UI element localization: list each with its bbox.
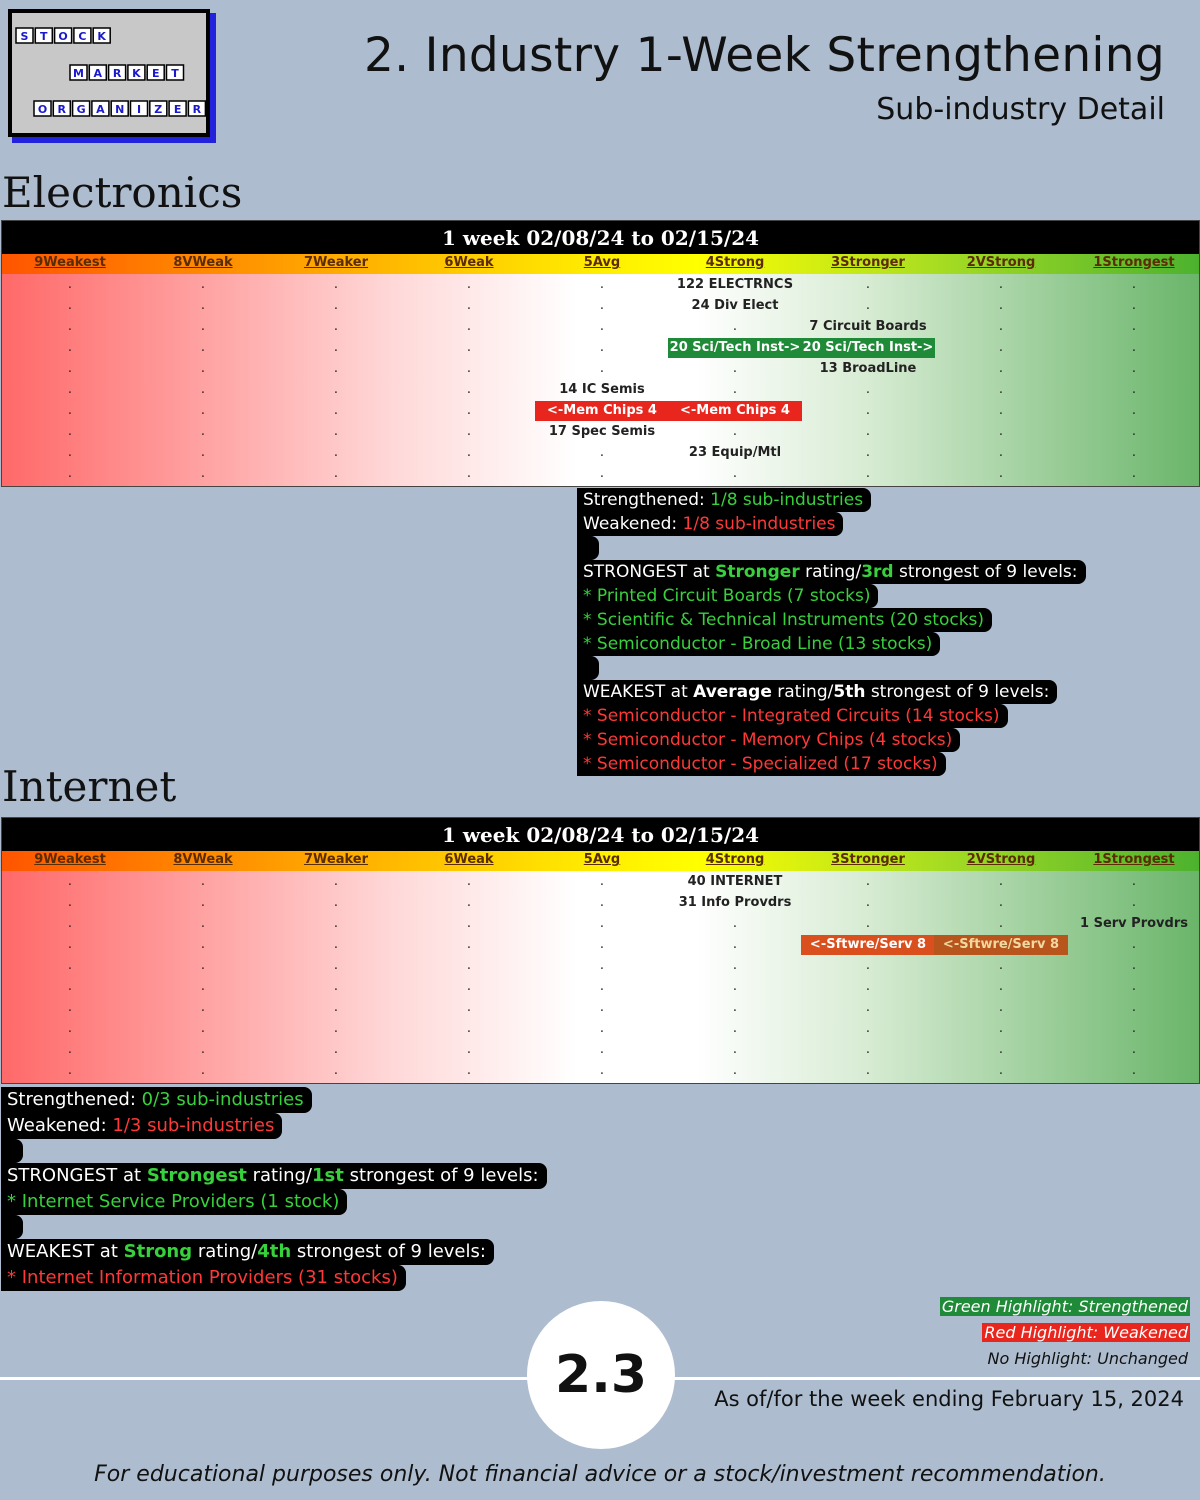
grid-empty-cell: . [998,916,1004,931]
grid-subindustry-cell: <-Mem Chips 4 [668,401,802,421]
grid-empty-cell: . [1131,424,1137,439]
grid-empty-cell: . [1131,958,1137,973]
logo-letter: R [112,67,122,80]
grid-empty-cell: . [333,403,339,418]
grid-empty-cell: . [200,1042,206,1057]
grid-empty-cell: . [333,1000,339,1015]
grid-empty-cell: . [67,1000,73,1015]
level-label: 6Weak [444,852,494,867]
weakest-item: * Internet Information Providers (31 stocks) [1,1265,406,1291]
grid-subindustry-cell: 20 Sci/Tech Inst-> [668,338,802,358]
strongest-item: * Scientific & Technical Instruments (20 stocks) [577,608,992,632]
grid-empty-cell: . [865,298,871,313]
grid-empty-cell: . [333,298,339,313]
grid-empty-cell: . [466,445,472,460]
weakest-item: * Semiconductor - Integrated Circuits (14 stocks) [577,704,1008,728]
logo-letter: E [151,67,160,80]
grid-empty-cell: . [1131,466,1137,481]
level-header-row [2,851,1199,871]
grid-empty-cell: . [599,466,605,481]
grid-empty-cell: . [333,979,339,994]
grid-subindustry-cell: 122 ELECTRNCS [676,277,794,292]
grid-empty-cell: . [1131,895,1137,910]
grid-empty-cell: . [333,466,339,481]
grid-empty-cell: . [466,1042,472,1057]
grid-empty-cell: . [998,958,1004,973]
grid-empty-cell: . [599,319,605,334]
level-header-row [2,254,1199,274]
grid-empty-cell: . [1131,1021,1137,1036]
grid-empty-cell: . [1131,1000,1137,1015]
strengthened-count: Strengthened: 0/3 sub-industries [1,1087,312,1113]
grid-empty-cell: . [599,874,605,889]
grid-empty-cell: . [67,958,73,973]
grid-empty-cell: . [1131,445,1137,460]
grid-empty-cell: . [599,361,605,376]
weakened-count: Weakened: 1/8 sub-industries [577,512,843,536]
grid-empty-cell: . [998,298,1004,313]
grid-empty-cell: . [865,382,871,397]
grid-subindustry-cell: <-Sftwre/Serv 8 [801,935,935,955]
stats-spacer [577,536,599,560]
grid-empty-cell: . [333,874,339,889]
grid-empty-cell: . [333,1042,339,1057]
internet-rating-grid [1,817,1200,1084]
grid-empty-cell: . [732,979,738,994]
grid-empty-cell: . [599,979,605,994]
grid-empty-cell: . [1131,874,1137,889]
grid-subindustry-cell: <-Sftwre/Serv 8 [934,935,1068,955]
grid-empty-cell: . [599,298,605,313]
grid-empty-cell: . [200,319,206,334]
grid-empty-cell: . [466,403,472,418]
grid-empty-cell: . [732,382,738,397]
grid-empty-cell: . [998,403,1004,418]
strongest-heading: STRONGEST at Stronger rating/3rd strongest of 9 levels: [577,560,1086,584]
electronics-rating-grid [1,220,1200,487]
grid-empty-cell: . [865,403,871,418]
stats-spacer [1,1139,23,1163]
grid-empty-cell: . [200,424,206,439]
grid-empty-cell: . [865,445,871,460]
grid-empty-cell: . [998,895,1004,910]
grid-subindustry-cell: 7 Circuit Boards [809,319,927,334]
page-subtitle: Sub-industry Detail [876,92,1165,127]
grid-empty-cell: . [998,979,1004,994]
level-label: 9Weakest [34,852,106,867]
grid-empty-cell: . [200,298,206,313]
logo-letter: N [115,103,125,116]
grid-empty-cell: . [200,466,206,481]
grid-empty-cell: . [1131,361,1137,376]
logo-letter: T [40,30,48,43]
grid-empty-cell: . [200,958,206,973]
grid-empty-cell: . [599,958,605,973]
grid-empty-cell: . [67,298,73,313]
grid-empty-cell: . [466,979,472,994]
grid-empty-cell: . [466,424,472,439]
stats-spacer [577,656,599,680]
grid-empty-cell: . [599,1063,605,1078]
grid-empty-cell: . [1131,277,1137,292]
grid-empty-cell: . [200,403,206,418]
grid-empty-cell: . [865,1000,871,1015]
grid-empty-cell: . [732,319,738,334]
logo-letter: C [78,30,87,43]
logo-letter: A [96,103,105,116]
level-label: 7Weaker [303,255,369,270]
grid-empty-cell: . [865,916,871,931]
grid-empty-cell: . [200,1000,206,1015]
grid-empty-cell: . [466,319,472,334]
logo-letter: Z [154,103,163,116]
grid-empty-cell: . [1131,298,1137,313]
grid-empty-cell: . [466,277,472,292]
grid-empty-cell: . [865,466,871,481]
grid-empty-cell: . [998,1042,1004,1057]
grid-empty-cell: . [865,424,871,439]
logo-letter: M [73,67,84,80]
grid-empty-cell: . [333,361,339,376]
grid-empty-cell: . [200,1021,206,1036]
level-label: 3Stronger [831,255,905,270]
logo-letter: E [173,103,182,116]
grid-empty-cell: . [865,1042,871,1057]
grid-empty-cell: . [1131,382,1137,397]
level-label: 4Strong [705,255,765,270]
grid-empty-cell: . [865,895,871,910]
grid-empty-cell: . [466,1021,472,1036]
grid-empty-cell: . [732,916,738,931]
grid-empty-cell: . [599,895,605,910]
page-title: 2. Industry 1-Week Strengthening [363,28,1165,83]
stats-spacer [1,1215,23,1239]
grid-empty-cell: . [1131,1063,1137,1078]
grid-empty-cell: . [732,1042,738,1057]
grid-empty-cell: . [333,424,339,439]
grid-header: 1 week 02/08/24 to 02/15/24 [2,221,1199,254]
grid-empty-cell: . [998,1000,1004,1015]
grid-empty-cell: . [67,937,73,952]
grid-empty-cell: . [865,874,871,889]
grid-subindustry-cell: 24 Div Elect [691,298,779,313]
grid-empty-cell: . [67,277,73,292]
logo-letter: K [132,67,141,80]
grid-empty-cell: . [732,466,738,481]
grid-empty-cell: . [333,1063,339,1078]
grid-empty-cell: . [67,445,73,460]
level-label: 1Strongest [1093,852,1175,867]
grid-empty-cell: . [998,1063,1004,1078]
stock-market-organizer-logo [8,9,216,143]
grid-empty-cell: . [67,319,73,334]
logo-letter: S [20,30,29,43]
grid-empty-cell: . [333,445,339,460]
logo-letter: R [57,103,67,116]
grid-empty-cell: . [200,895,206,910]
weakest-heading: WEAKEST at Strong rating/4th strongest of 9 levels: [1,1239,494,1265]
page-number-badge: 2.3 [527,1301,675,1449]
logo-letter: T [171,67,179,80]
level-label: 1Strongest [1093,255,1175,270]
level-label: 8VWeak [173,852,233,867]
grid-empty-cell: . [599,1000,605,1015]
grid-empty-cell: . [67,466,73,481]
grid-empty-cell: . [67,1042,73,1057]
grid-empty-cell: . [599,277,605,292]
level-label: 5Avg [583,852,621,867]
grid-subindustry-cell: 23 Equip/Mtl [688,445,782,460]
grid-empty-cell: . [732,937,738,952]
level-label: 3Stronger [831,852,905,867]
grid-empty-cell: . [466,466,472,481]
grid-subindustry-cell: 1 Serv Provdrs [1080,916,1188,931]
grid-subindustry-cell: 14 IC Semis [559,382,645,397]
weakest-item: * Semiconductor - Specialized (17 stocks) [577,752,946,776]
grid-empty-cell: . [998,1021,1004,1036]
grid-empty-cell: . [1131,340,1137,355]
grid-empty-cell: . [200,277,206,292]
grid-empty-cell: . [333,340,339,355]
grid-empty-cell: . [67,1021,73,1036]
grid-empty-cell: . [67,424,73,439]
level-label: 5Avg [583,255,621,270]
strengthened-count: Strengthened: 1/8 sub-industries [577,488,871,512]
grid-empty-cell: . [732,361,738,376]
logo-letter: G [76,103,86,116]
level-label: 9Weakest [34,255,106,270]
grid-empty-cell: . [599,916,605,931]
grid-empty-cell: . [1131,1042,1137,1057]
grid-empty-cell: . [333,1021,339,1036]
strongest-item: * Printed Circuit Boards (7 stocks) [577,584,878,608]
grid-empty-cell: . [998,277,1004,292]
grid-empty-cell: . [1131,403,1137,418]
grid-empty-cell: . [998,340,1004,355]
level-label: 2VStrong [966,255,1036,270]
level-label: 6Weak [444,255,494,270]
grid-empty-cell: . [732,424,738,439]
grid-empty-cell: . [466,298,472,313]
grid-empty-cell: . [466,916,472,931]
grid-empty-cell: . [998,382,1004,397]
grid-empty-cell: . [599,1042,605,1057]
grid-empty-cell: . [865,1063,871,1078]
grid-subindustry-cell: <-Mem Chips 4 [535,401,669,421]
grid-empty-cell: . [998,319,1004,334]
electronics-section-title: Electronics [2,168,243,217]
grid-empty-cell: . [333,277,339,292]
weakest-item: * Semiconductor - Memory Chips (4 stocks) [577,728,960,752]
grid-header: 1 week 02/08/24 to 02/15/24 [2,818,1199,851]
grid-empty-cell: . [200,382,206,397]
grid-empty-cell: . [67,403,73,418]
grid-empty-cell: . [67,979,73,994]
level-label: 7Weaker [303,852,369,867]
grid-empty-cell: . [466,361,472,376]
logo-letter: K [97,30,106,43]
electronics-stats-box [577,488,1086,776]
grid-empty-cell: . [998,466,1004,481]
grid-empty-cell: . [67,361,73,376]
grid-empty-cell: . [466,874,472,889]
grid-empty-cell: . [333,958,339,973]
grid-empty-cell: . [998,361,1004,376]
grid-empty-cell: . [732,1000,738,1015]
grid-subindustry-cell: 20 Sci/Tech Inst-> [801,338,935,358]
logo-letter: A [93,67,103,80]
grid-subindustry-cell: 40 INTERNET [687,874,783,889]
grid-empty-cell: . [200,340,206,355]
disclaimer: For educational purposes only. Not financial advice or a stock/investment recommendation. [94,1462,1106,1487]
grid-empty-cell: . [333,319,339,334]
grid-empty-cell: . [200,1063,206,1078]
grid-empty-cell: . [200,874,206,889]
grid-empty-cell: . [1131,979,1137,994]
grid-empty-cell: . [998,874,1004,889]
legend-green: Green Highlight: Strengthened [941,1297,1188,1316]
as-of-date: As of/for the week ending February 15, 2024 [714,1387,1184,1411]
grid-empty-cell: . [466,340,472,355]
grid-empty-cell: . [1131,937,1137,952]
logo-letter: O [58,30,68,43]
level-label: 2VStrong [966,852,1036,867]
strongest-item: * Internet Service Providers (1 stock) [1,1189,347,1215]
grid-empty-cell: . [333,916,339,931]
logo-letter: I [136,103,142,116]
grid-empty-cell: . [732,1063,738,1078]
grid-empty-cell: . [466,937,472,952]
grid-empty-cell: . [466,895,472,910]
grid-empty-cell: . [865,958,871,973]
grid-empty-cell: . [200,979,206,994]
grid-empty-cell: . [599,340,605,355]
grid-empty-cell: . [333,937,339,952]
grid-empty-cell: . [1131,319,1137,334]
grid-empty-cell: . [599,445,605,460]
grid-empty-cell: . [865,979,871,994]
grid-empty-cell: . [200,445,206,460]
strongest-item: * Semiconductor - Broad Line (13 stocks) [577,632,940,656]
grid-empty-cell: . [466,1063,472,1078]
grid-empty-cell: . [466,1000,472,1015]
level-label: 8VWeak [173,255,233,270]
grid-empty-cell: . [865,1021,871,1036]
grid-empty-cell: . [466,382,472,397]
grid-empty-cell: . [67,916,73,931]
grid-empty-cell: . [67,382,73,397]
grid-empty-cell: . [333,895,339,910]
logo-letter: R [192,103,202,116]
grid-empty-cell: . [865,277,871,292]
legend-none: No Highlight: Unchanged [987,1349,1188,1368]
grid-empty-cell: . [599,937,605,952]
grid-empty-cell: . [67,1063,73,1078]
grid-subindustry-cell: 13 BroadLine [819,361,917,376]
strongest-heading: STRONGEST at Strongest rating/1st strongest of 9 levels: [1,1163,547,1189]
level-label: 4Strong [705,852,765,867]
logo-letter: O [37,103,48,116]
grid-empty-cell: . [67,895,73,910]
weakened-count: Weakened: 1/3 sub-industries [1,1113,282,1139]
grid-empty-cell: . [998,424,1004,439]
grid-empty-cell: . [67,340,73,355]
grid-subindustry-cell: 31 Info Provdrs [678,895,792,910]
grid-empty-cell: . [599,1021,605,1036]
grid-empty-cell: . [333,382,339,397]
grid-empty-cell: . [732,958,738,973]
weakest-heading: WEAKEST at Average rating/5th strongest of 9 levels: [577,680,1057,704]
grid-empty-cell: . [67,874,73,889]
grid-subindustry-cell: 17 Spec Semis [548,424,656,439]
legend-red: Red Highlight: Weakened [984,1323,1188,1342]
grid-empty-cell: . [200,937,206,952]
internet-section-title: Internet [2,762,177,811]
grid-empty-cell: . [200,361,206,376]
internet-stats-box [1,1087,547,1291]
grid-empty-cell: . [732,1021,738,1036]
grid-empty-cell: . [466,958,472,973]
grid-empty-cell: . [200,916,206,931]
grid-empty-cell: . [998,445,1004,460]
